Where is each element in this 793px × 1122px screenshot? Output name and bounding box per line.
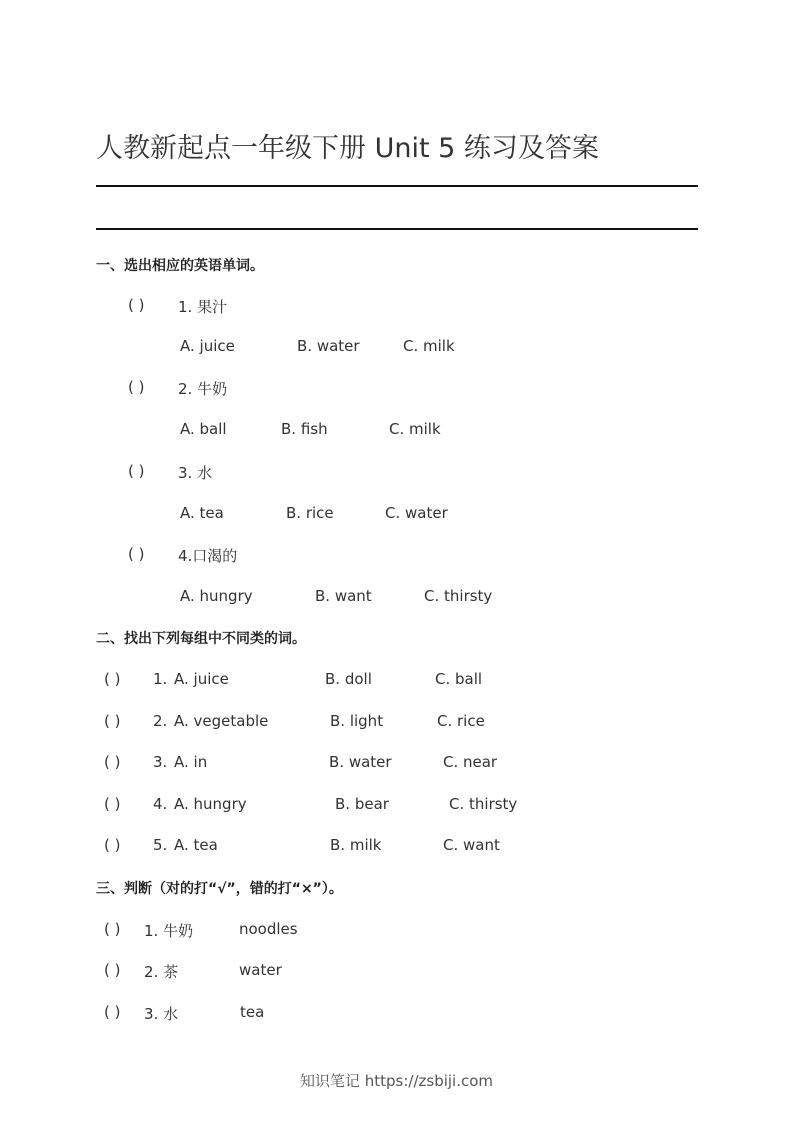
answer-paren[interactable]: ( ) xyxy=(104,1003,121,1021)
row-stem: 3. 水 xyxy=(144,1005,179,1023)
divider-bottom xyxy=(96,228,698,230)
section-1-heading: 一、选出相应的英语单词。 xyxy=(96,258,264,274)
question-stem: 2. 牛奶 xyxy=(178,380,228,398)
option-a: A. hungry xyxy=(180,587,253,605)
option-c: C. milk xyxy=(403,337,455,355)
option-b: B. doll xyxy=(325,670,372,688)
section-2-heading: 二、找出下列每组中不同类的词。 xyxy=(96,631,306,647)
option-c: C. ball xyxy=(435,670,483,688)
answer-paren[interactable]: ( ) xyxy=(104,961,121,979)
section-3-heading: 三、判断（对的打“√”，错的打“×”）。 xyxy=(96,881,343,897)
row-word: noodles xyxy=(239,920,298,938)
option-c: C. near xyxy=(443,753,498,771)
answer-paren[interactable]: ( ) xyxy=(104,920,121,938)
answer-paren[interactable]: ( ) xyxy=(128,545,145,563)
option-a: A. in xyxy=(174,753,208,771)
option-b: B. fish xyxy=(281,420,328,438)
row-number: 1. xyxy=(153,670,168,688)
row-number: 5. xyxy=(153,836,168,854)
option-a: A. tea xyxy=(174,836,218,854)
option-c: C. thirsty xyxy=(424,587,493,605)
divider-top xyxy=(96,185,698,187)
answer-paren[interactable]: ( ) xyxy=(128,378,145,396)
question-stem: 4.口渴的 xyxy=(178,547,238,565)
answer-paren[interactable]: ( ) xyxy=(104,670,121,688)
row-word: tea xyxy=(240,1003,265,1021)
option-c: C. water xyxy=(385,504,448,522)
row-number: 2. xyxy=(153,712,168,730)
option-c: C. rice xyxy=(437,712,485,730)
option-a: A. juice xyxy=(180,337,235,355)
answer-paren[interactable]: ( ) xyxy=(104,795,121,813)
option-b: B. light xyxy=(330,712,384,730)
option-b: B. water xyxy=(297,337,360,355)
option-a: A. ball xyxy=(180,420,227,438)
answer-paren[interactable]: ( ) xyxy=(104,712,121,730)
option-c: C. milk xyxy=(389,420,441,438)
answer-paren[interactable]: ( ) xyxy=(104,836,121,854)
option-b: B. rice xyxy=(286,504,334,522)
option-b: B. milk xyxy=(330,836,382,854)
answer-paren[interactable]: ( ) xyxy=(128,462,145,480)
row-stem: 2. 茶 xyxy=(144,963,179,981)
row-stem: 1. 牛奶 xyxy=(144,922,194,940)
answer-paren[interactable]: ( ) xyxy=(128,296,145,314)
question-stem: 1. 果汁 xyxy=(178,298,228,316)
option-c: C. thirsty xyxy=(449,795,518,813)
option-b: B. want xyxy=(315,587,372,605)
option-c: C. want xyxy=(443,836,500,854)
option-b: B. water xyxy=(329,753,392,771)
option-a: A. tea xyxy=(180,504,224,522)
page-title: 人教新起点一年级下册 Unit 5 练习及答案 xyxy=(96,133,599,164)
answer-paren[interactable]: ( ) xyxy=(104,753,121,771)
option-a: A. hungry xyxy=(174,795,247,813)
question-stem: 3. 水 xyxy=(178,464,213,482)
option-a: A. vegetable xyxy=(174,712,269,730)
row-number: 3. xyxy=(153,753,168,771)
footer-watermark[interactable]: 知识笔记 https://zsbiji.com xyxy=(299,1072,494,1090)
option-a: A. juice xyxy=(174,670,229,688)
row-number: 4. xyxy=(153,795,168,813)
option-b: B. bear xyxy=(335,795,389,813)
row-word: water xyxy=(239,961,282,979)
